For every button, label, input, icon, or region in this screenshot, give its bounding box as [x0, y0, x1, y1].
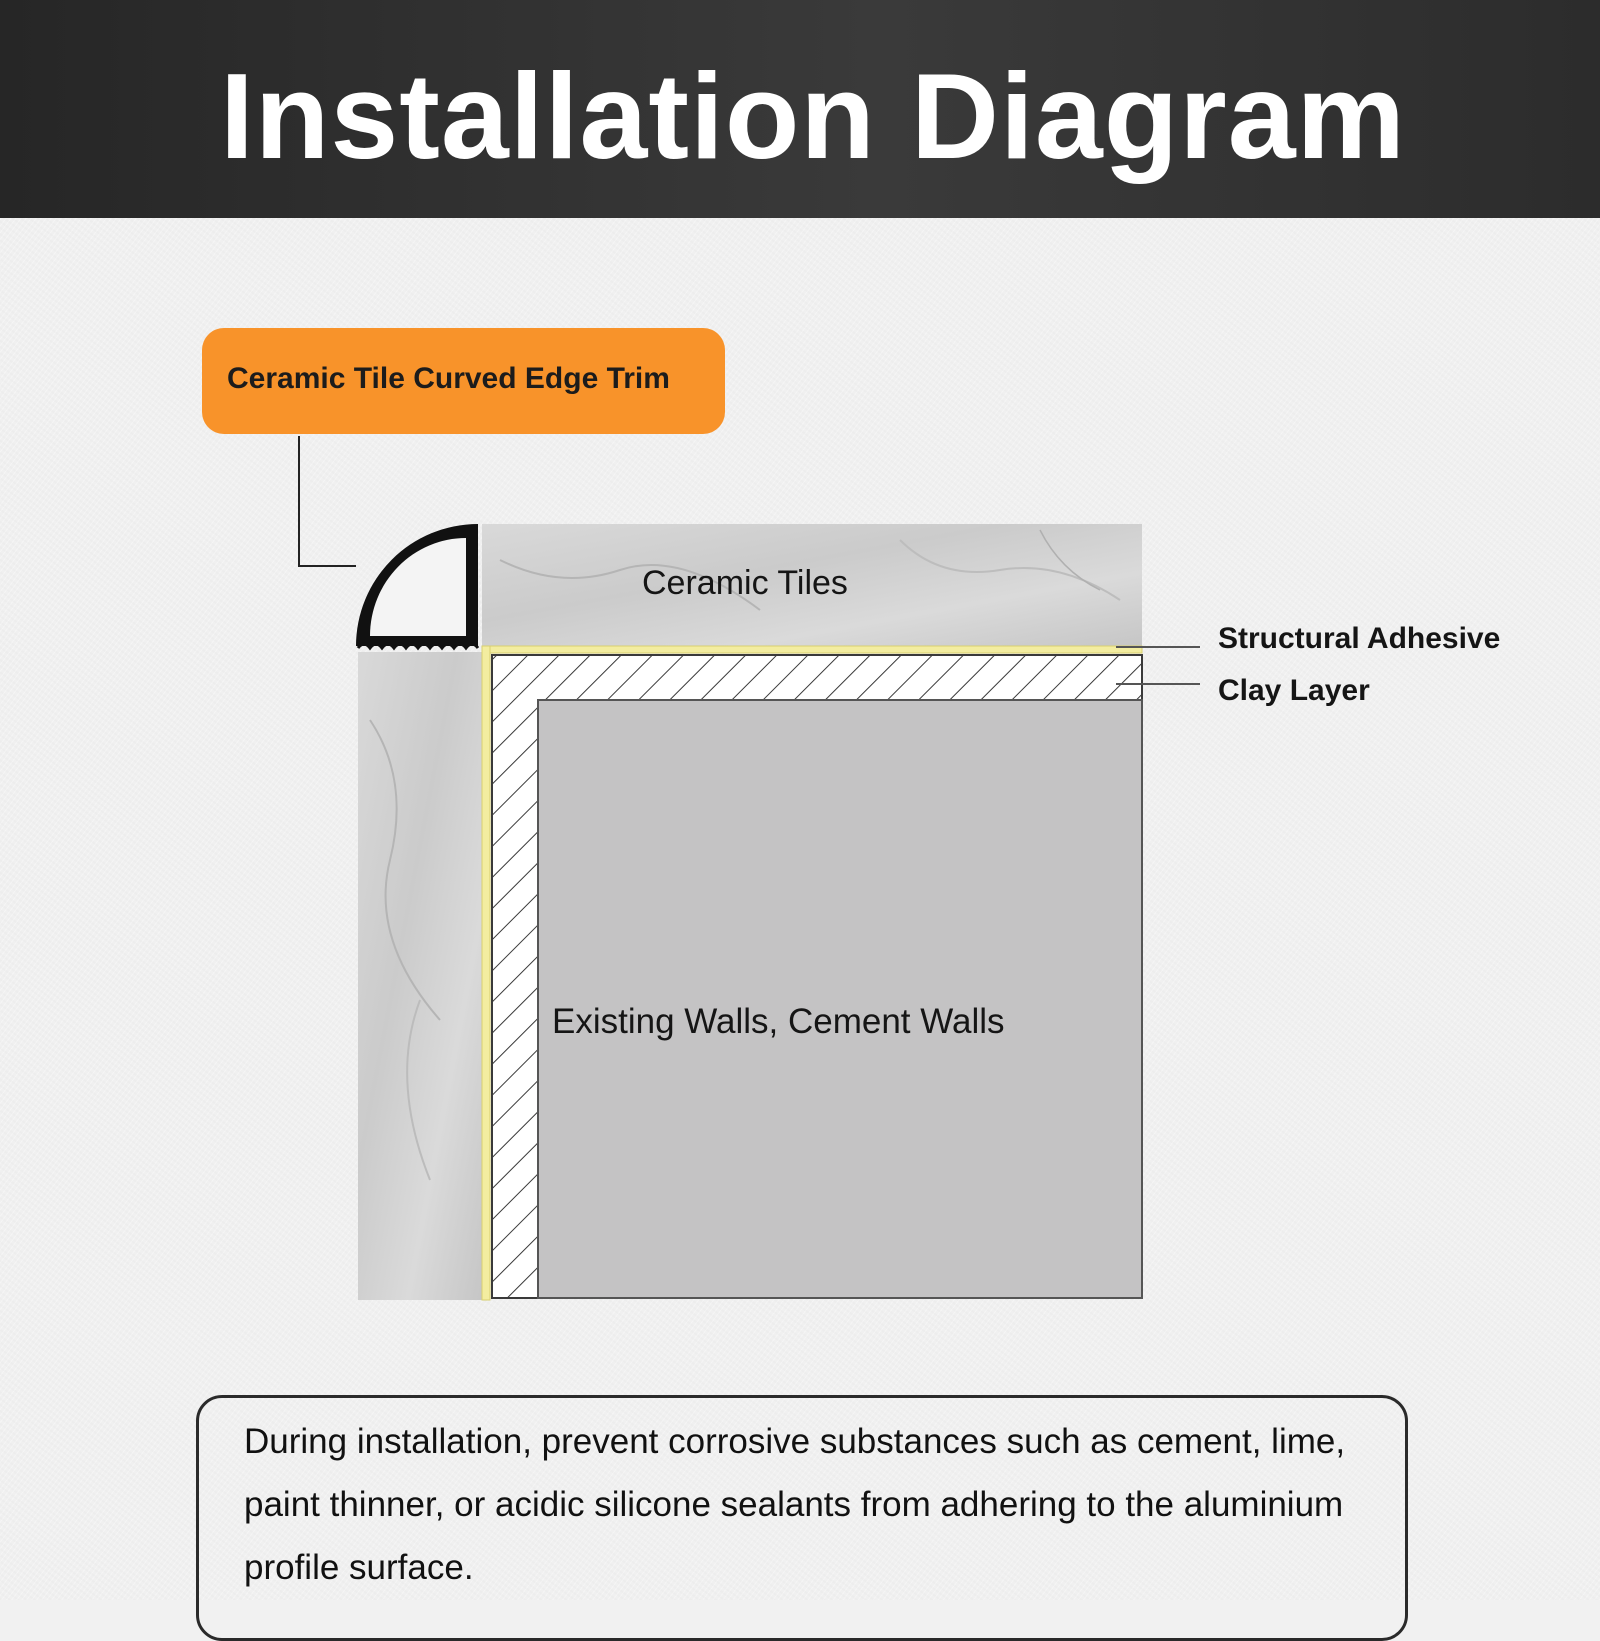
curved-edge-trim — [356, 524, 478, 648]
installation-note-text: During installation, prevent corrosive substances such as cement, lime, paint thinner, or acidic silicone sealants from adhering to the aluminium profile surface. — [244, 1422, 1346, 1587]
trim-callout-label: Ceramic Tile Curved Edge Trim — [227, 362, 670, 395]
cement-wall — [538, 700, 1142, 1298]
page-title: Installation Diagram — [220, 48, 1407, 184]
clay-layer-label: Clay Layer — [1218, 674, 1370, 707]
existing-walls-label: Existing Walls, Cement Walls — [552, 1002, 1005, 1041]
structural-adhesive-label: Structural Adhesive — [1218, 622, 1501, 655]
ceramic-tiles-label: Ceramic Tiles — [642, 564, 848, 602]
trim-leader-line — [299, 436, 356, 566]
ceramic-tile-left — [358, 652, 482, 1300]
